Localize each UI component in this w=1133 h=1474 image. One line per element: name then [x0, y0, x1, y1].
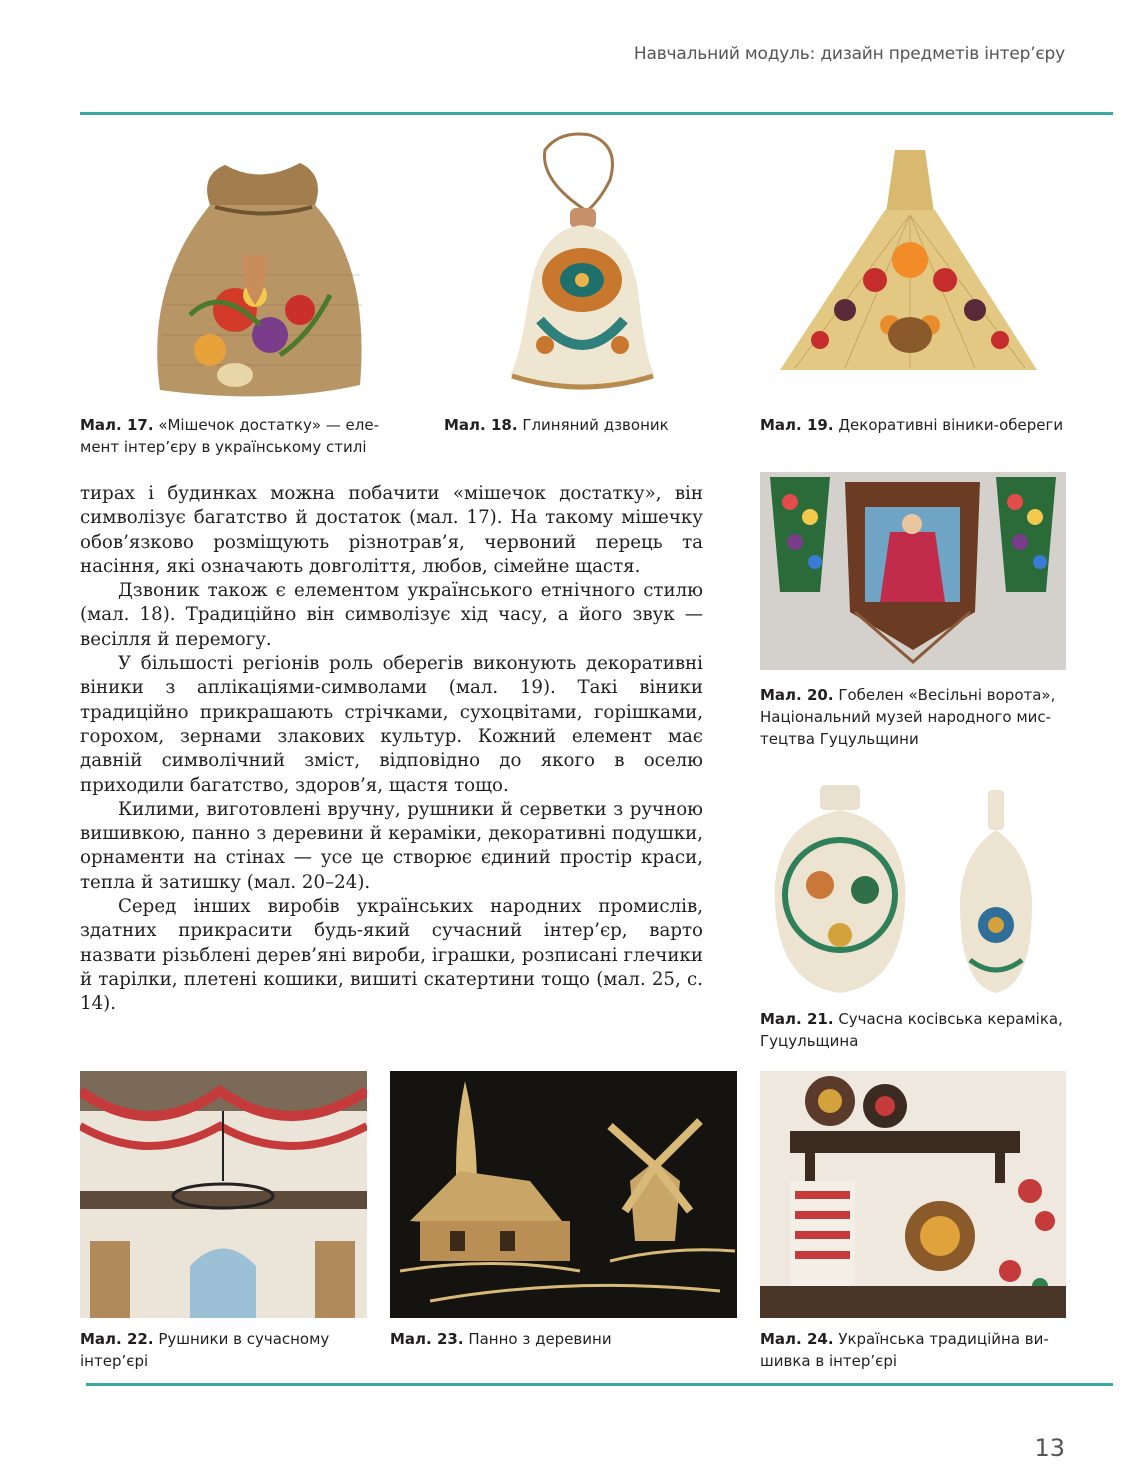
fig-24-image [760, 1071, 1066, 1318]
fig-18-label: Мал. 18. [444, 416, 518, 434]
fig-18-caption [444, 414, 704, 436]
fig-20-text-3: тецтва Гуцульщини [760, 730, 919, 748]
fig-23-text-1: Панно з деревини [468, 1330, 612, 1348]
footer-rule [86, 1383, 1113, 1386]
fig-23-label: Мал. 23. [390, 1330, 464, 1348]
fig-21-text-2: Гуцульщина [760, 1032, 859, 1050]
fig-23-image [390, 1071, 737, 1318]
fig-22-label: Мал. 22. [80, 1330, 154, 1348]
body-paragraph-2: Дзвоник також є елементом українського етнічного стилю (мал. 18). Традиційно він символізує хід часу, а його звук — весілля й перемогу. [80, 580, 703, 650]
fig-18-text-1: Глиняний дзвоник [522, 416, 669, 434]
header-rule [80, 112, 1113, 115]
fig-20-caption [760, 684, 1070, 750]
body-text [80, 482, 703, 1017]
fig-21-label: Мал. 21. [760, 1010, 834, 1028]
fig-20-image [760, 472, 1066, 670]
fig-22-caption [80, 1328, 380, 1372]
body-paragraph-4: Килими, виготовлені вручну, рушники й серветки з ручною вишивкою, панно з деревини й кераміки, декоративні подушки, орнаменти на стінах — усе це створює єдиний простір краси, тепла й затишку (мал. 20–24). [80, 798, 703, 893]
fig-17-image [140, 135, 395, 400]
body-paragraph-1: тирах і будинках можна побачити «мішечок достатку», він символізує багатство й достаток (мал. 17). На такому мішечку обов’язково розміщують різнотрав’я, червоний перець та насіння, які означають довголіття, любов, сімейне щастя. [80, 483, 703, 577]
fig-22-image [80, 1071, 367, 1318]
fig-17-caption [80, 414, 390, 458]
fig-20-text-1: Гобелен «Весільні ворота», [838, 686, 1056, 704]
fig-19-image [775, 140, 1045, 390]
body-paragraph-3: У більшості регіонів роль оберегів виконують декоративні віники з аплікаціями-символами (мал. 19). Такі віники традиційно прикрашають стрічками, сухоцвітами, горішками, горохом, зернами злакових культур. Кожний елемент має давній символічний зміст, відповідно до якого в оселю приходили багатство, здоров’я, щастя тощо. [80, 653, 703, 796]
fig-24-text-2: шивка в інтер’єрі [760, 1352, 898, 1370]
fig-19-label: Мал. 19. [760, 416, 834, 434]
fig-23-caption [390, 1328, 730, 1350]
fig-17-text-2: мент інтер’єру в українському стилі [80, 438, 367, 456]
fig-19-text-1: Декоративні віники-обереги [838, 416, 1064, 434]
running-header: Навчальний модуль: дизайн предметів інтер’єру [633, 44, 1065, 64]
fig-17-label: Мал. 17. [80, 416, 154, 434]
fig-24-caption [760, 1328, 1070, 1372]
fig-21-image [770, 785, 1045, 997]
fig-21-caption [760, 1008, 1070, 1052]
fig-20-text-2: Національний музей народного мис- [760, 708, 1052, 726]
body-paragraph-5: Серед інших виробів українських народних промислів, здатних прикрасити будь-який сучасний інтер’єр, варто назвати різьблені дерев’яні вироби, іграшки, розписані глечики й тарілки, плетені кошики, вишиті скатертини тощо (мал. 25, с. 14). [80, 896, 703, 1015]
fig-22-text-2: інтер’єрі [80, 1352, 149, 1370]
page-number: 13 [1034, 1434, 1065, 1462]
fig-24-text-1: Українська традиційна ви- [838, 1330, 1049, 1348]
fig-19-caption [760, 414, 1080, 436]
fig-17-text-1: «Мішечок достатку» — еле- [158, 416, 379, 434]
fig-24-label: Мал. 24. [760, 1330, 834, 1348]
fig-21-text-1: Сучасна косівська кераміка, [838, 1010, 1063, 1028]
fig-20-label: Мал. 20. [760, 686, 834, 704]
fig-22-text-1: Рушники в сучасному [158, 1330, 330, 1348]
fig-18-image [500, 130, 665, 400]
